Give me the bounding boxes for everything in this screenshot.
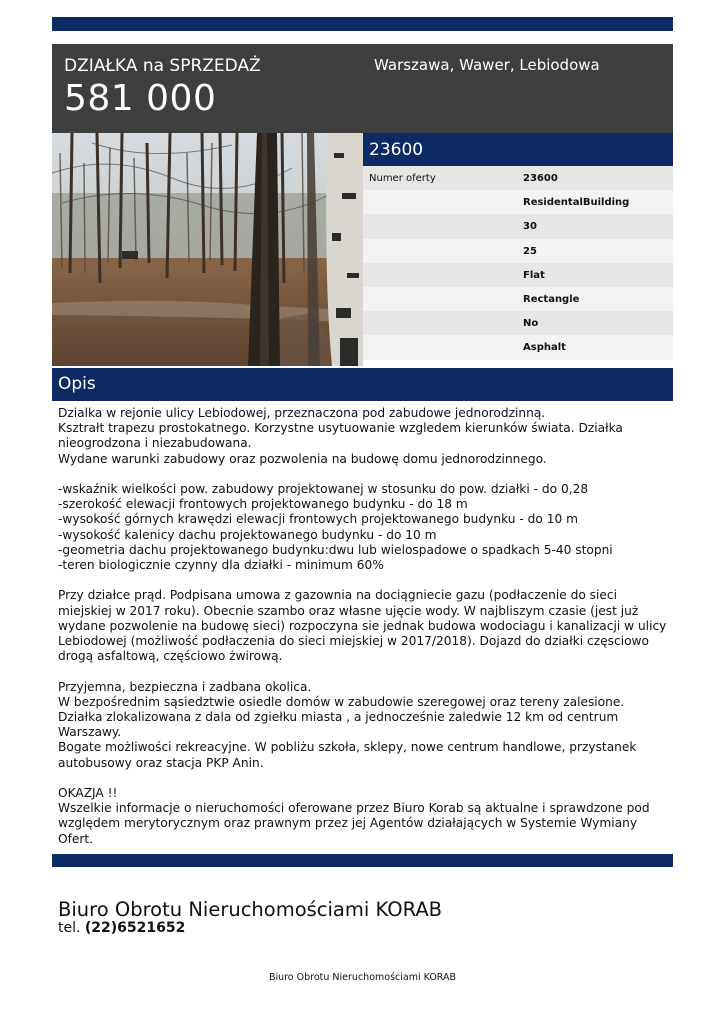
offer-location: Warszawa, Wawer, Lebiodowa (374, 56, 600, 74)
param-value: Flat (523, 269, 545, 281)
phone-number[interactable]: (22)6521652 (84, 920, 186, 936)
agency-phone-line (58, 920, 185, 936)
description-paragraph: Przy działce prąd. Podpisana umowa z gazownia na dociągniecie gazu (podłaczenie do sieci miejskiej w 2017 roku). Obecnie szambo oraz własne ujęcie wody. W najbliszym czasie (jest już wydane pozwolenie na budowę sieci) rozpoczyna sie jednak budowa wodociagu i kanalizacji w ulicy Lebiodowej (możliwość podłaczenia do sieci miejskiej w 2017/2018). Dojazd do działki częsciowo drogą asfaltową, częściowo żwirową. (58, 588, 667, 664)
offer-header (52, 44, 673, 133)
bottom-accent-bar (52, 854, 673, 867)
param-row (363, 214, 673, 238)
param-value: Asphalt (523, 342, 566, 354)
description-paragraph: Przyjemna, bezpieczna i zadbana okolica. W bezpośrednim sąsiedztwie osiedle domów w zabudowie szeregowej oraz tereny zalesione. Działka zlokalizowana z dala od zgiełku miasta , a jednocześnie zaledwie 12 km od centrum Warszawy. Bogate możliwości rekreacyjne. W pobliżu szkoła, sklepy, nowe centrum handlowe, przystanek autobusowy oraz stacja PKP Anin. (58, 679, 637, 770)
offer-price: 581 000 (64, 78, 217, 119)
description-paragraph: OKAZJA !! Wszelkie informacje o nieruchomości oferowane przez Biuro Korab są aktualne i sprawdzone pod względem merytorycznym oraz prawnym przez jej Agentów działających w Systemie Wymiany Ofert. (58, 786, 650, 846)
description-title: Opis (58, 374, 96, 394)
phone-prefix: tel. (58, 920, 81, 936)
offer-id-bar (363, 133, 673, 166)
param-value: Rectangle (523, 293, 580, 305)
param-value: 30 (523, 221, 537, 233)
offer-params-table (363, 166, 673, 360)
param-value: ResidentalBuilding (523, 197, 630, 209)
agency-name: Biuro Obrotu Nieruchomościami KORAB (58, 898, 443, 921)
offer-type-label: DZIAŁKA na SPRZEDAŻ (64, 56, 261, 76)
page-footer: Biuro Obrotu Nieruchomościami KORAB (268, 972, 457, 983)
description-body (58, 406, 670, 847)
param-row (363, 335, 673, 359)
param-row (363, 311, 673, 335)
param-row (363, 263, 673, 287)
description-paragraph: -wskaźnik wielkości pow. zabudowy projektowanej w stosunku do pow. działki - do 0,28 -szerokość elewacji frontowych projektowanego budynku - do 18 m -wysokość górnych krawędzi elewacji frontowych projektowanego budynku - do 10 m -wysokość kalenicy dachu projektowanego budynku - do 10 m -geometria dachu projektowanego budynku:dwu lub wielospadowe o spadkach 5-40 stopni -teren biologicznie czynny dla działki - minimum 60% (58, 482, 613, 573)
param-row (363, 287, 673, 311)
offer-id: 23600 (369, 140, 424, 160)
param-row (363, 166, 673, 190)
param-row (363, 239, 673, 263)
top-accent-bar (52, 17, 673, 31)
param-value: 25 (523, 245, 537, 257)
description-header (52, 368, 673, 401)
description-paragraph: Dzialka w rejonie ulicy Lebiodowej, przeznaczona pod zabudowe jednorodzinną. Ksztrałt trapezu prostokatnego. Korzystne usytuowanie wzgledem kierunków świata. Działka nieogrodzona i niezabudowana. Wydane warunki zabudowy oraz pozwolenia na budowę domu jednorodzinnego. (58, 406, 623, 466)
property-photo (52, 133, 363, 366)
param-label: Numer oferty (369, 173, 436, 184)
param-value: No (523, 318, 539, 330)
param-value: 23600 (523, 173, 558, 184)
param-row (363, 190, 673, 214)
